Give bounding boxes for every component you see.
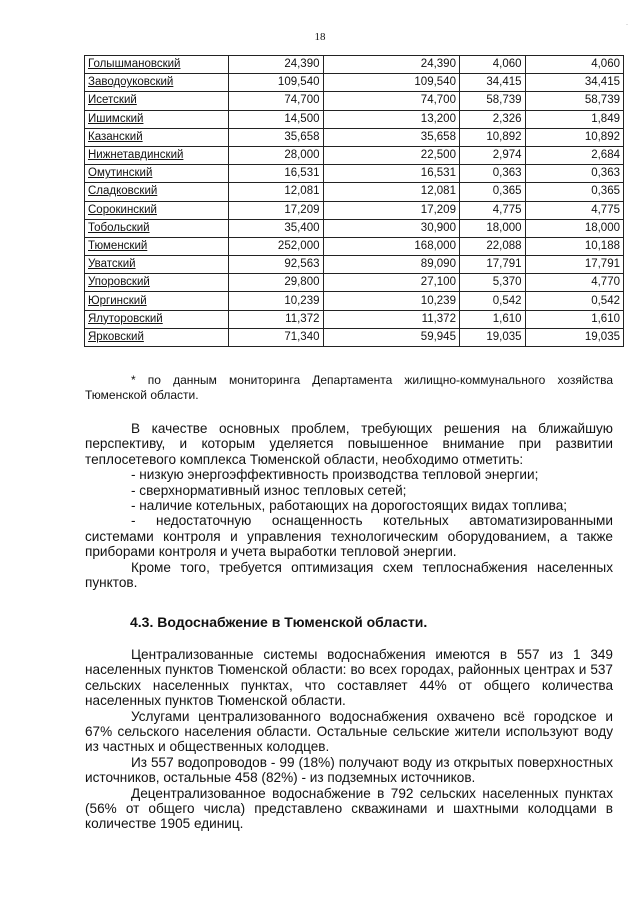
- table-row: [85, 183, 624, 201]
- water-supply-section: [85, 647, 613, 832]
- value-cell-1: 24,390: [229, 56, 323, 74]
- value-cell-3: 4,060: [459, 56, 525, 74]
- district-name-cell: Заводоуковский: [85, 74, 229, 92]
- table-row: [85, 201, 624, 219]
- problem-item: - недостаточную оснащенность котельных автоматизированными системами контроля и управления технологическим оборудованием, а также приборами контроля и учета выработки тепловой энергии.: [85, 513, 613, 560]
- value-cell-1: 109,540: [229, 74, 323, 92]
- value-cell-1: 16,531: [229, 165, 323, 183]
- heat-supply-problems: [85, 421, 613, 590]
- value-cell-3: 10,892: [459, 128, 525, 146]
- value-cell-2: 59,945: [323, 328, 459, 346]
- table-row: [85, 92, 624, 110]
- value-cell-2: 30,900: [323, 219, 459, 237]
- value-cell-2: 168,000: [323, 237, 459, 255]
- district-name-cell: Тобольский: [85, 219, 229, 237]
- value-cell-1: 11,372: [229, 310, 323, 328]
- value-cell-1: 252,000: [229, 237, 323, 255]
- district-data-table: [84, 55, 624, 347]
- value-cell-4: 4,775: [525, 201, 623, 219]
- table-row: [85, 310, 624, 328]
- value-cell-3: 17,791: [459, 256, 525, 274]
- table-row: [85, 74, 624, 92]
- water-paragraph-1: Централизованные системы водоснабжения имеются в 557 из 1 349 населенных пунктов Тюменской области: во всех городах, районных центрах и 537 сельских населенных пунктах, что составляет 44% от общего количества населенных пунктов Тюменской области.: [85, 647, 613, 709]
- table-row: [85, 292, 624, 310]
- value-cell-3: 2,326: [459, 110, 525, 128]
- value-cell-2: 27,100: [323, 274, 459, 292]
- problem-item: - сверхнормативный износ тепловых сетей;: [131, 482, 407, 498]
- table-row: [85, 165, 624, 183]
- value-cell-2: 12,081: [323, 183, 459, 201]
- value-cell-3: 22,088: [459, 237, 525, 255]
- value-cell-4: 18,000: [525, 219, 623, 237]
- value-cell-3: 0,363: [459, 165, 525, 183]
- value-cell-1: 10,239: [229, 292, 323, 310]
- value-cell-4: 0,365: [525, 183, 623, 201]
- value-cell-3: 34,415: [459, 74, 525, 92]
- value-cell-1: 35,658: [229, 128, 323, 146]
- value-cell-2: 74,700: [323, 92, 459, 110]
- district-name-cell: Тюменский: [85, 237, 229, 255]
- value-cell-3: 18,000: [459, 219, 525, 237]
- district-name-cell: Юргинский: [85, 292, 229, 310]
- table-row: [85, 110, 624, 128]
- heat-intro-paragraph: В качестве основных проблем, требующих решения на ближайшую перспективу, и которым уделяется повышенное внимание при развитии теплосетевого комплекса Тюменской области, необходимо отметить:: [85, 421, 613, 467]
- table-row: [85, 128, 624, 146]
- value-cell-4: 17,791: [525, 256, 623, 274]
- table-footnote: [85, 373, 613, 403]
- value-cell-4: 10,188: [525, 237, 623, 255]
- value-cell-1: 71,340: [229, 328, 323, 346]
- value-cell-3: 58,739: [459, 92, 525, 110]
- table-row: [85, 274, 624, 292]
- district-name-cell: Уватский: [85, 256, 229, 274]
- district-name-cell: Сорокинский: [85, 201, 229, 219]
- value-cell-2: 16,531: [323, 165, 459, 183]
- value-cell-4: 0,542: [525, 292, 623, 310]
- value-cell-2: 35,658: [323, 128, 459, 146]
- table-row: [85, 328, 624, 346]
- table-row: [85, 146, 624, 164]
- corner-mark: ·: [626, 22, 628, 28]
- value-cell-4: 4,770: [525, 274, 623, 292]
- value-cell-3: 4,775: [459, 201, 525, 219]
- section-heading-water: 4.3. Водоснабжение в Тюменской области.: [130, 614, 428, 630]
- water-paragraph-3: Из 557 водопроводов - 99 (18%) получают воду из открытых поверхностных источников, остальные 458 (82%) - из подземных источников.: [85, 754, 613, 786]
- table-row: [85, 219, 624, 237]
- value-cell-3: 19,035: [459, 328, 525, 346]
- district-name-cell: Голышмановский: [85, 56, 229, 74]
- district-name-cell: Упоровский: [85, 274, 229, 292]
- water-paragraph-4: Децентрализованное водоснабжение в 792 сельских населенных пунктах (56% от общего числа) представлено скважинами и шахтными колодцами в количестве 1905 единиц.: [85, 785, 613, 832]
- value-cell-4: 4,060: [525, 56, 623, 74]
- value-cell-1: 92,563: [229, 256, 323, 274]
- value-cell-1: 74,700: [229, 92, 323, 110]
- problem-item: - низкую энергоэффективность производства тепловой энергии;: [131, 467, 539, 483]
- value-cell-4: 0,363: [525, 165, 623, 183]
- value-cell-1: 28,000: [229, 146, 323, 164]
- value-cell-4: 19,035: [525, 328, 623, 346]
- footnote-text: * по данным мониторинга Департамента жилищно-коммунального хозяйства Тюменской области.: [85, 373, 613, 402]
- district-name-cell: Ялуторовский: [85, 310, 229, 328]
- district-name-cell: Исетский: [85, 92, 229, 110]
- value-cell-2: 17,209: [323, 201, 459, 219]
- problem-item: - наличие котельных, работающих на дорогостоящих видах топлива;: [131, 498, 568, 514]
- value-cell-1: 12,081: [229, 183, 323, 201]
- value-cell-4: 2,684: [525, 146, 623, 164]
- page-number: 18: [314, 31, 326, 43]
- table-row: [85, 56, 624, 74]
- value-cell-3: 0,542: [459, 292, 525, 310]
- district-name-cell: Казанский: [85, 128, 229, 146]
- value-cell-4: 58,739: [525, 92, 623, 110]
- value-cell-3: 1,610: [459, 310, 525, 328]
- value-cell-2: 109,540: [323, 74, 459, 92]
- value-cell-2: 10,239: [323, 292, 459, 310]
- water-paragraph-2: Услугами централизованного водоснабжения охвачено всё городское и 67% сельского населения области. Остальные сельские жители используют воду из частных и общественных колодцев.: [85, 708, 613, 755]
- value-cell-2: 13,200: [323, 110, 459, 128]
- value-cell-2: 11,372: [323, 310, 459, 328]
- value-cell-2: 22,500: [323, 146, 459, 164]
- value-cell-1: 35,400: [229, 219, 323, 237]
- heat-closing-paragraph: Кроме того, требуется оптимизация схем теплоснабжения населенных пунктов.: [85, 559, 613, 591]
- value-cell-2: 89,090: [323, 256, 459, 274]
- table-row: [85, 237, 624, 255]
- table-row: [85, 256, 624, 274]
- value-cell-4: 1,849: [525, 110, 623, 128]
- value-cell-3: 2,974: [459, 146, 525, 164]
- value-cell-1: 17,209: [229, 201, 323, 219]
- value-cell-2: 24,390: [323, 56, 459, 74]
- value-cell-1: 14,500: [229, 110, 323, 128]
- district-name-cell: Омутинский: [85, 165, 229, 183]
- value-cell-3: 5,370: [459, 274, 525, 292]
- district-name-cell: Сладковский: [85, 183, 229, 201]
- value-cell-4: 34,415: [525, 74, 623, 92]
- value-cell-4: 10,892: [525, 128, 623, 146]
- value-cell-3: 0,365: [459, 183, 525, 201]
- district-name-cell: Ярковский: [85, 328, 229, 346]
- value-cell-1: 29,800: [229, 274, 323, 292]
- value-cell-4: 1,610: [525, 310, 623, 328]
- district-name-cell: Ишимский: [85, 110, 229, 128]
- district-name-cell: Нижнетавдинский: [85, 146, 229, 164]
